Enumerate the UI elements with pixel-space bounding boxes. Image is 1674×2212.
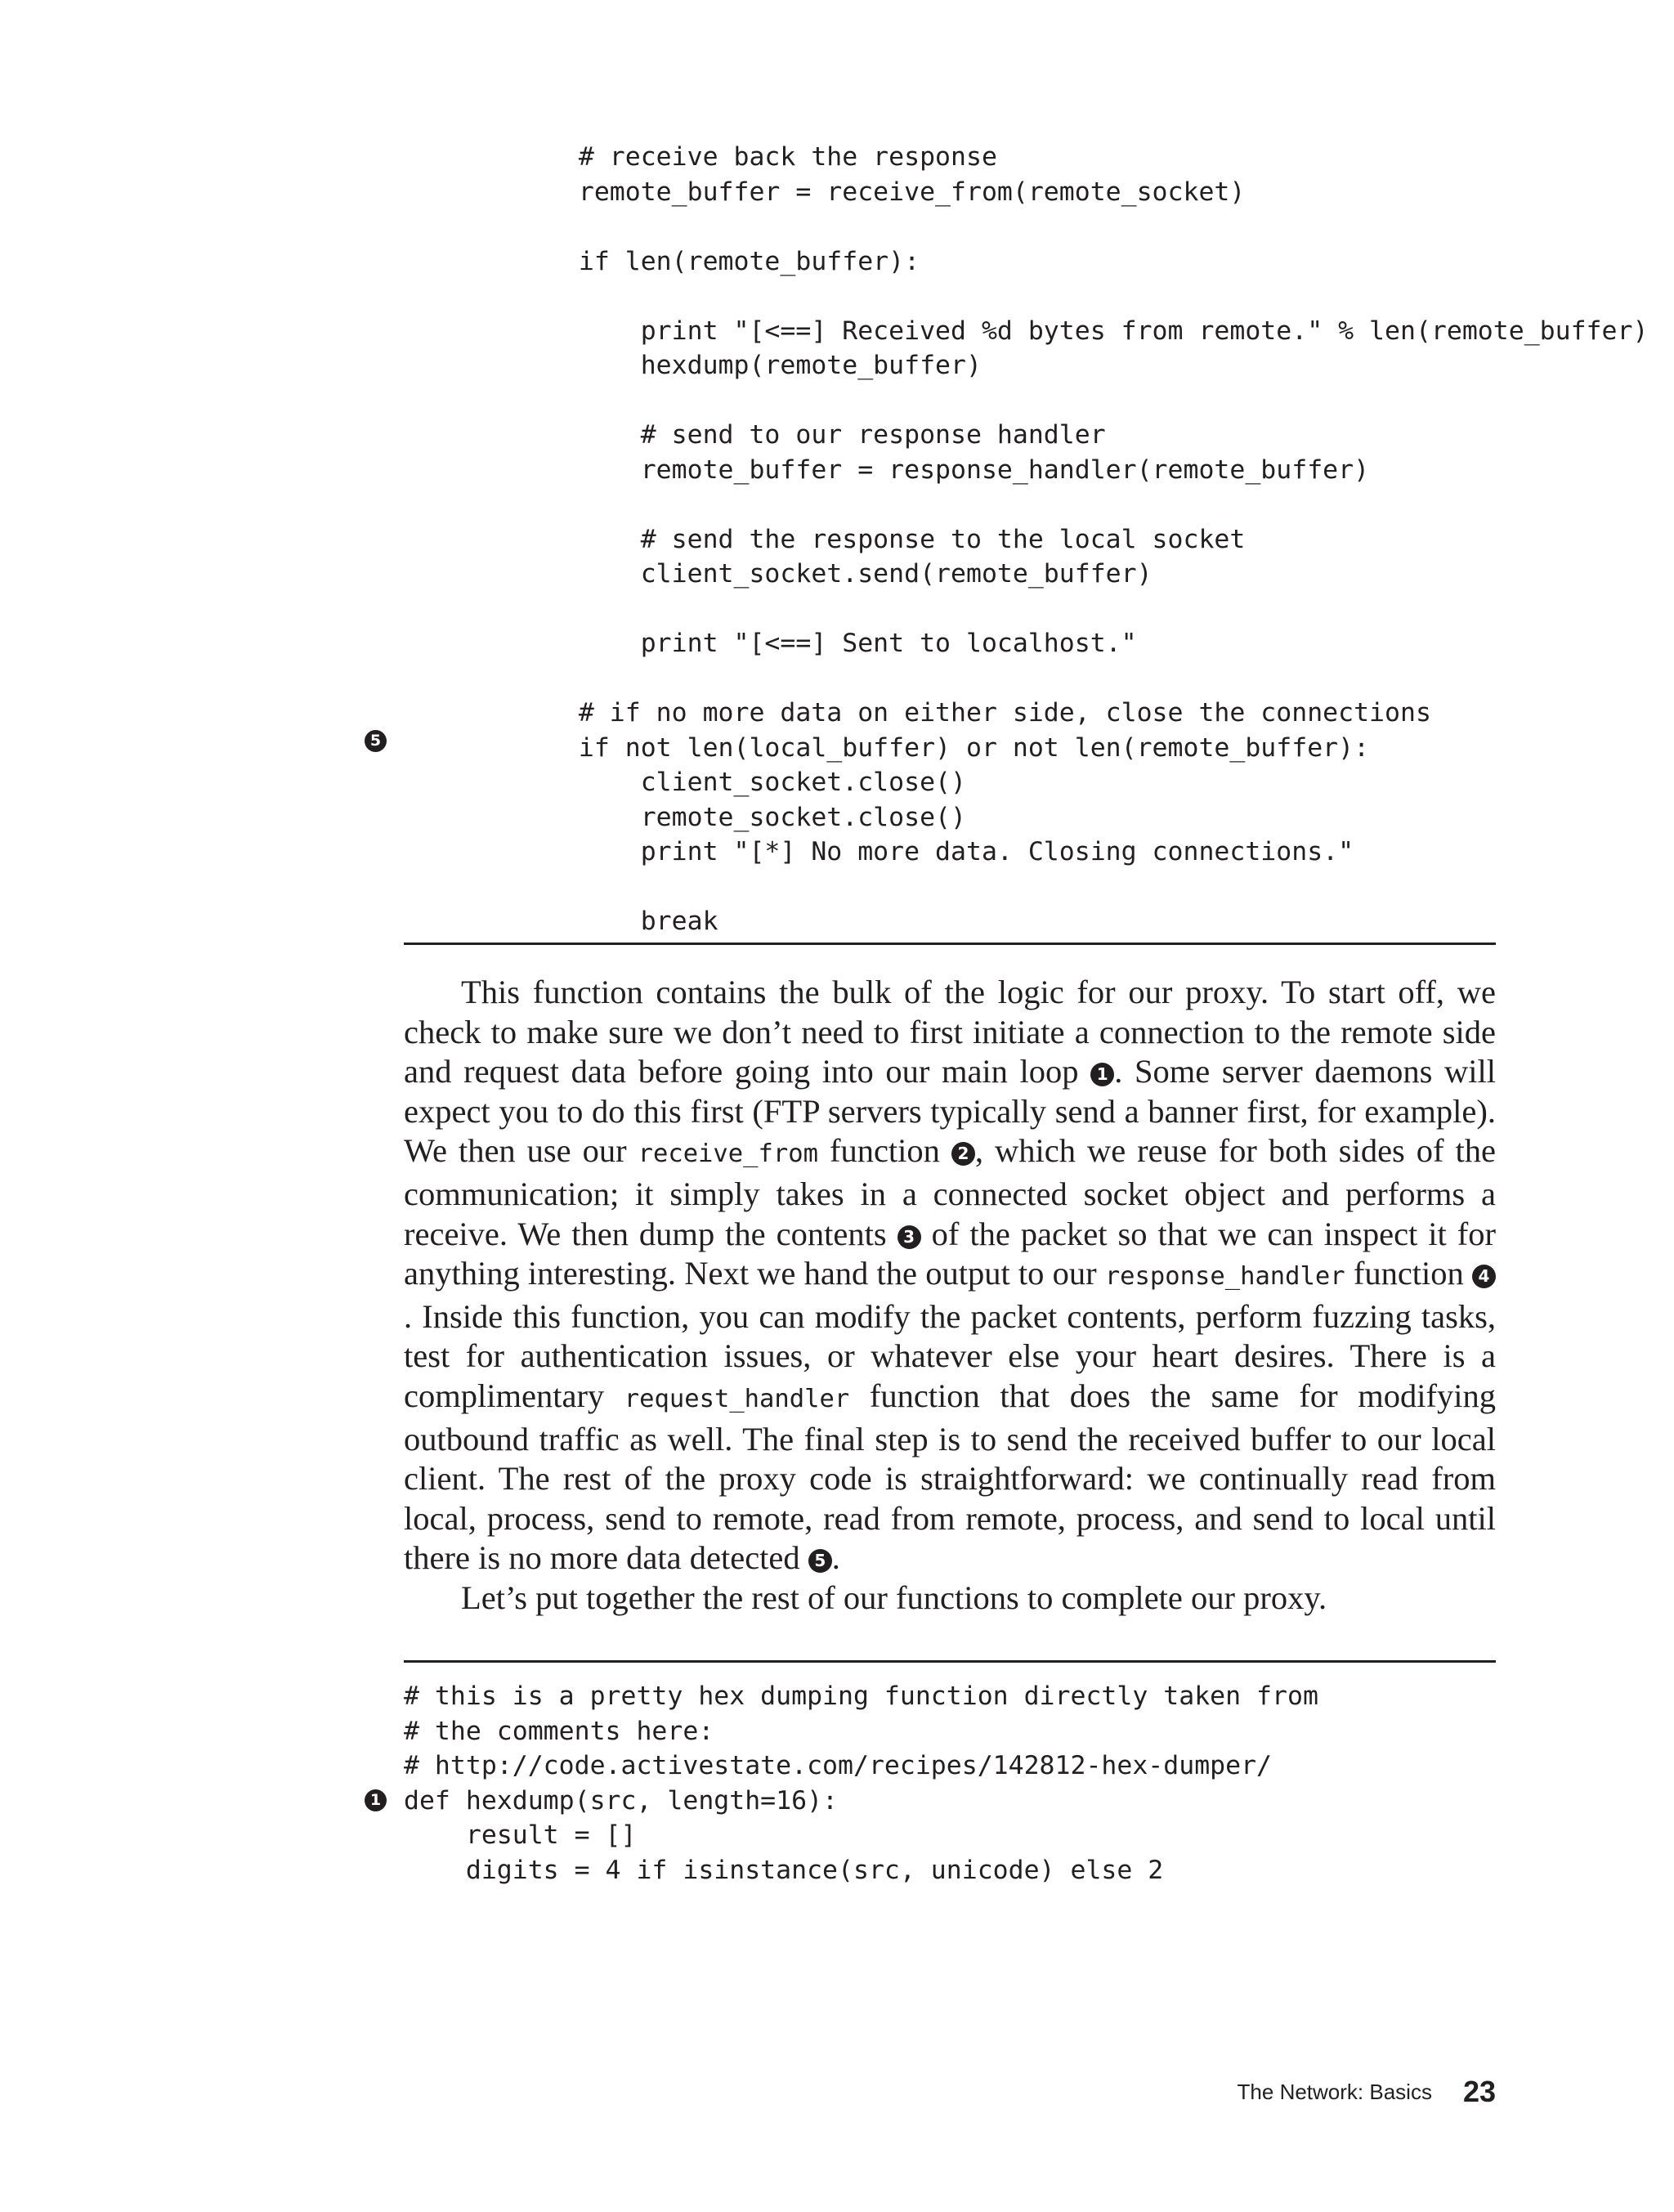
callout-marker-5: 5 (365, 730, 387, 752)
callout-marker-1: 1 (1090, 1063, 1114, 1086)
code-line: print "[<==] Received %d bytes from remote." % len(remote_buffer) (517, 316, 1649, 346)
code-line: # if no more data on either side, close the connections (517, 698, 1431, 728)
code-line (517, 383, 1648, 419)
listing-rule-top (404, 1660, 1496, 1663)
code-line: # http://code.activestate.com/recipes/142812-hex-dumper/ (404, 1751, 1273, 1780)
code-line: remote_buffer = response_handler(remote_buffer) (517, 454, 1370, 485)
inline-code: response_handler (1104, 1262, 1345, 1292)
code-line (517, 209, 1648, 244)
code-line (517, 279, 1648, 314)
callout-marker-2: 2 (951, 1142, 975, 1166)
code-line: # send to our response handler (517, 420, 1106, 450)
inline-code: receive_from (638, 1140, 818, 1169)
code-listing-top (517, 140, 1648, 939)
code-listing-bottom (404, 1679, 1318, 1887)
callout-marker-3: 3 (897, 1225, 921, 1249)
code-line: hexdump(remote_buffer) (517, 351, 982, 380)
paragraph: Let’s put together the rest of our functions to complete our proxy. (461, 1578, 1327, 1616)
code-line (517, 592, 1648, 627)
code-line: result = [] (404, 1820, 637, 1850)
code-line: remote_socket.close() (517, 802, 966, 832)
code-line: if len(remote_buffer): (517, 246, 920, 276)
page-footer (1238, 2075, 1496, 2109)
code-line: break (517, 907, 718, 936)
code-line: print "[*] No more data. Closing connections." (517, 837, 1354, 866)
code-line: # this is a pretty hex dumping function directly taken from (404, 1681, 1318, 1711)
paragraph: This function contains the bulk of the logic for our proxy. To start off, we check to make sure we don’t need to first initiate a connection to the remote side and request data before going into our main loop 1 . Some server daemons will expect you to do this first (FTP servers typically send a banner first, for example). We then use our receive_from function 2 , which we reuse for both sides of the communication; it simply takes in a connected socket object and performs a receive. We then dump the contents 3 of the packet so that we can inspect it for anything interesting. Next we hand the output to our response_handler function 4. Inside this function, you can modify the packet contents, perform fuzzing tasks, test for authentication issues, or whatever else your heart desires. There is a complimentary request_handler function that does the same for modifying outbound traffic as well. The final step is to send the received buffer to our local client. The rest of the proxy code is straightforward: we continually read from local, process, send to remote, read from remote, process, and send to local until there is no more data detected 5 . (404, 974, 1496, 1577)
code-line: # the comments here: (404, 1716, 714, 1746)
page-number: 23 (1462, 2075, 1496, 2108)
code-line: # receive back the response (517, 142, 997, 172)
callout-marker-1: 1 (365, 1789, 387, 1811)
code-line (517, 661, 1648, 696)
code-line: # send the response to the local socket (517, 524, 1246, 554)
listing-rule-bottom (404, 943, 1496, 945)
code-line: digits = 4 if isinstance(src, unicode) else 2 (404, 1855, 1164, 1885)
code-line (517, 870, 1648, 905)
code-line (517, 487, 1648, 522)
code-line: def hexdump(src, length=16): (404, 1785, 839, 1816)
code-line: client_socket.send(remote_buffer) (517, 559, 1153, 589)
running-footer-title: The Network: Basics (1237, 2079, 1432, 2104)
inline-code: request_handler (624, 1384, 850, 1413)
body-text (404, 973, 1496, 1619)
code-line: remote_buffer = receive_from(remote_socket) (517, 177, 1246, 207)
code-line: client_socket.close() (517, 768, 966, 797)
callout-marker-5: 5 (808, 1549, 832, 1573)
code-line: if not len(local_buffer) or not len(remote_buffer): (517, 732, 1370, 763)
code-line: print "[<==] Sent to localhost." (517, 629, 1137, 658)
callout-marker-4: 4 (1472, 1265, 1496, 1288)
